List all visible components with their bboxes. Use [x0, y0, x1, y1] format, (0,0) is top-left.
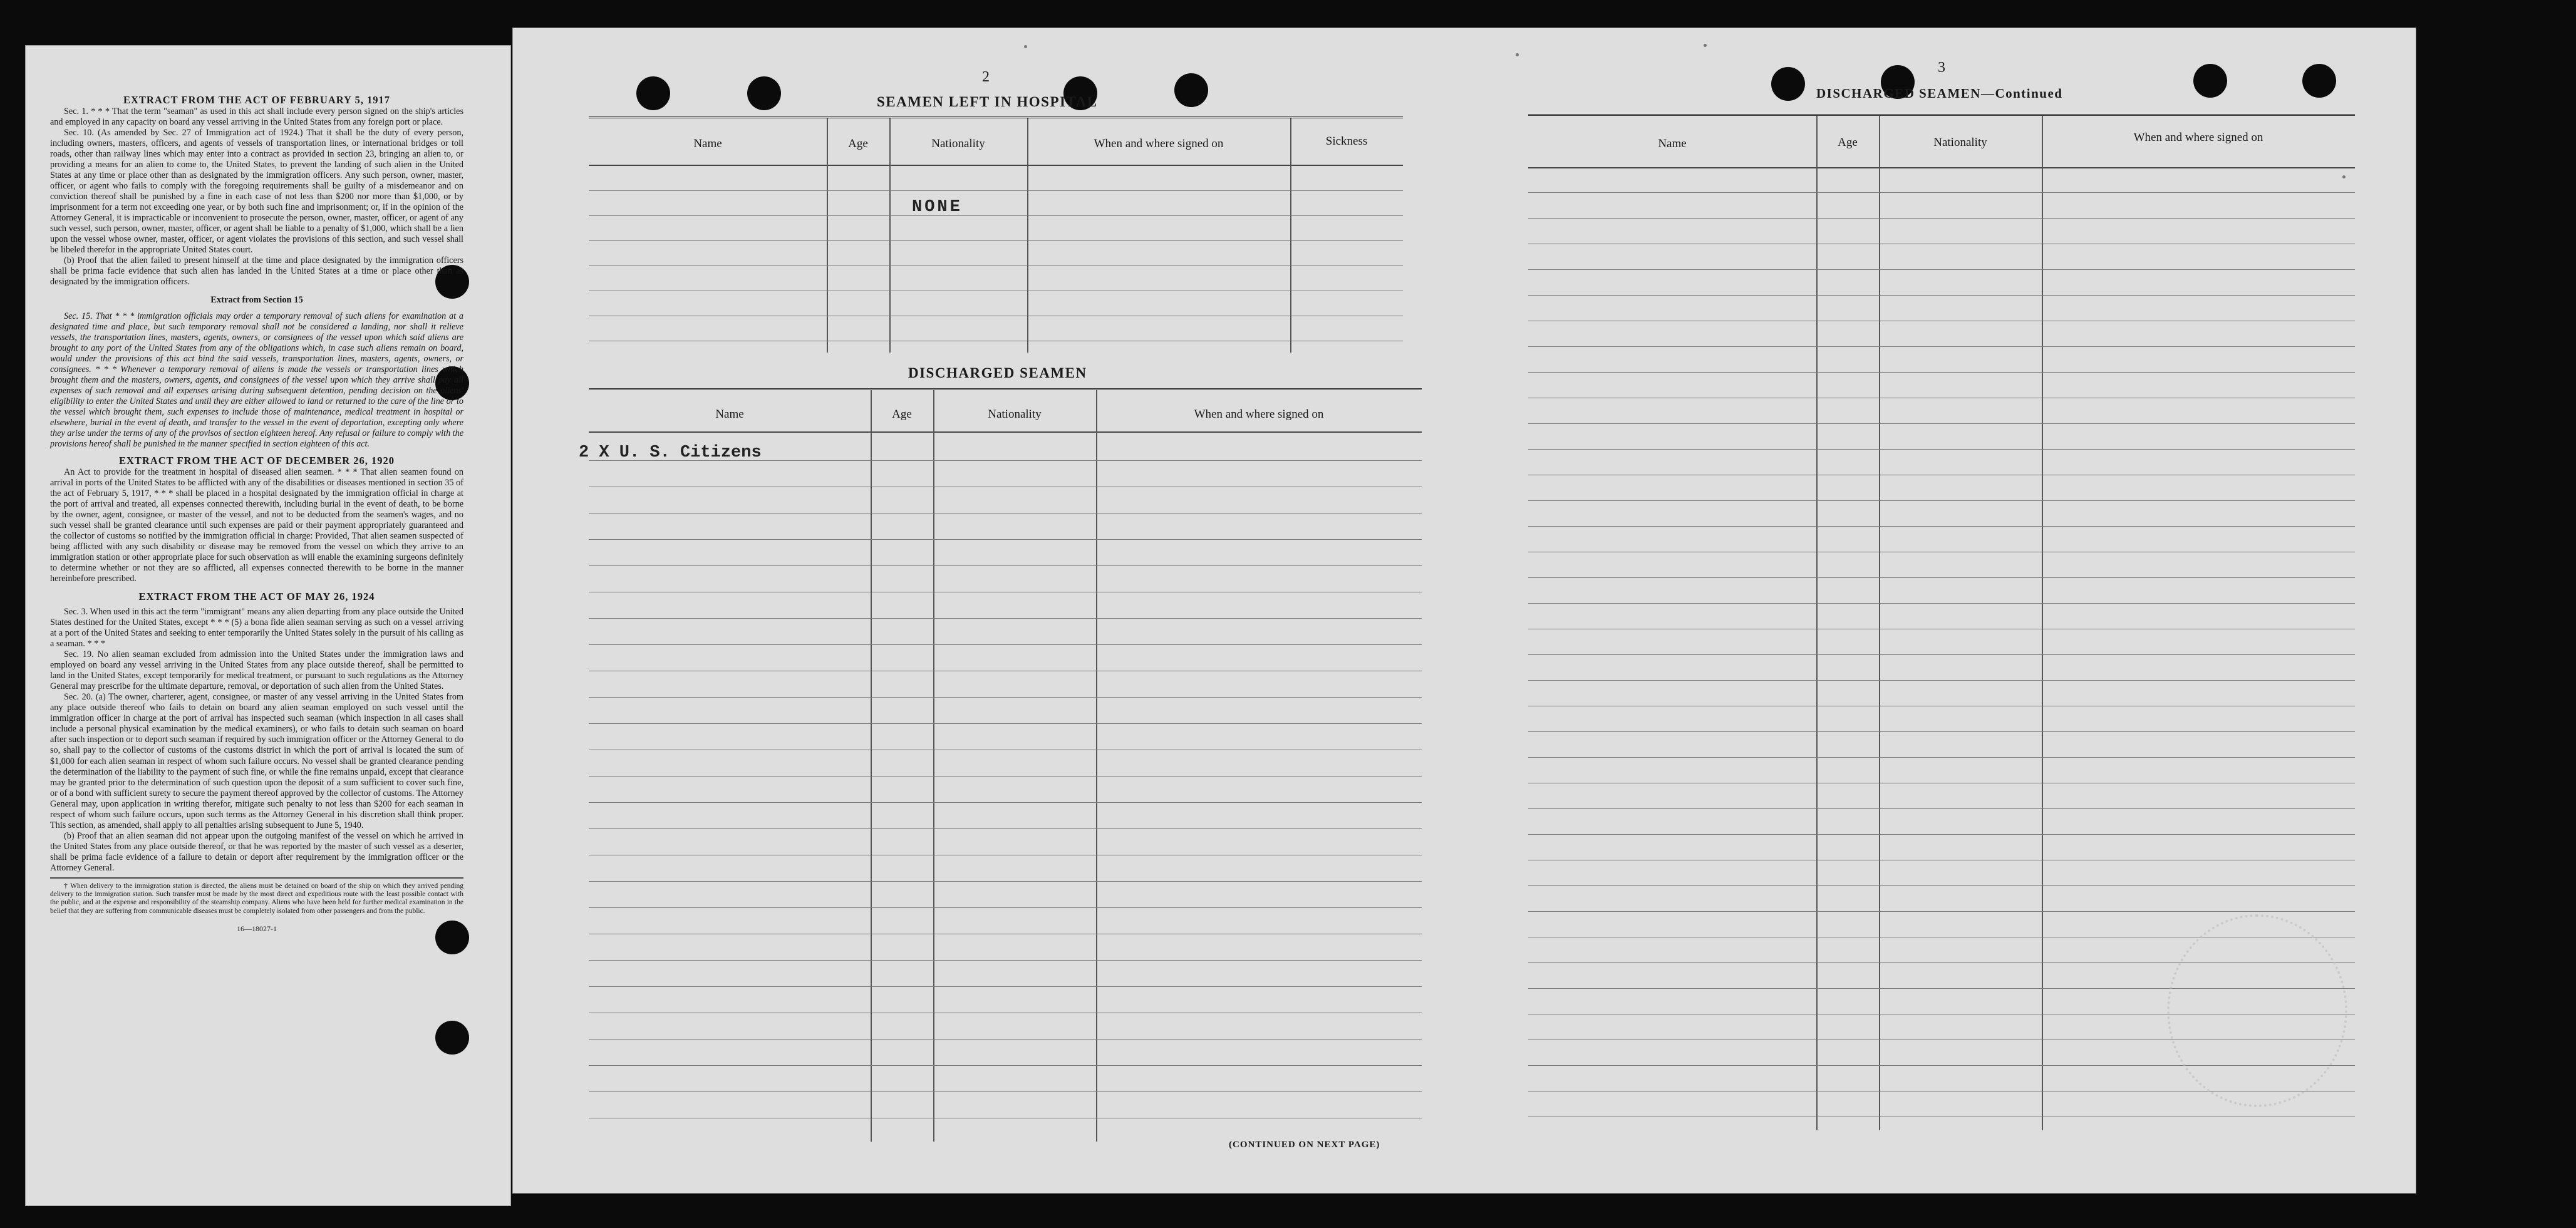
header-sickness: Sickness: [1325, 135, 1368, 148]
ruled-line: [1528, 603, 2355, 604]
ruled-line: [589, 697, 1422, 698]
ruled-line: [1528, 449, 2355, 450]
heading-act-1920: EXTRACT FROM THE ACT OF DECEMBER 26, 1920: [118, 455, 395, 467]
ruled-line: [1528, 423, 2355, 424]
discharged-table: [589, 388, 1422, 1142]
page-number-3: 3: [1938, 59, 1945, 76]
official-stamp: [2167, 914, 2347, 1107]
ruled-line: [589, 960, 1422, 961]
ruled-line: [589, 881, 1422, 882]
header-signed-on: When and where signed on: [2133, 131, 2263, 144]
heading-section-15: Extract from Section 15: [210, 295, 303, 306]
ruled-line: [589, 776, 1422, 777]
legal-extract-text: [50, 94, 463, 933]
ruled-line: [589, 1039, 1422, 1040]
paragraph-sec15: Sec. 15. That * * * immigration officials may order a temporary removal of such aliens for examination at a designated time and place, but such temporary removal shall not be considered a landing, nor shall it relieve vessels, the transportation lines, masters, agents, owners, or consignees of the vessel upon which said aliens are brought to any port of the United States from any of the obligations which, in case such aliens remain on board, would under the provisions of this act bind the said vessels, transportation lines, masters, agents, owners, or consignees. * * * Whenever a temporary removal of aliens is made the vessels or transportation lines which brought them and the masters, owners, agents, and consignees of the vessel upon which they arrive shall pay all expenses of such removal and all expenses arising during subsequent detention, pending decision on the aliens' eligibility to enter the United States and until they are either allowed to land or returned to the care of the line or to the vessel which brought them, such expenses to include those of maintenance, medical treatment in hospital or elsewhere, burial in the event of death, and transfer to the vessel in the event of deportation, excepting only where they arise under the terms of any of the provisos of section eighteen hereof. Any refusal or failure to comply with the provisions hereof shall be punished in the manner specified in section eighteen of this act.: [50, 311, 463, 450]
ruled-line: [589, 986, 1422, 987]
ruled-line: [1528, 372, 2355, 373]
ruled-line: [1528, 731, 2355, 732]
discharged-section-title: DISCHARGED SEAMEN: [908, 365, 1087, 381]
discharged-entry: 2 X U. S. Citizens: [579, 443, 762, 462]
divider: [50, 877, 463, 879]
ink-speck: [1024, 45, 1027, 48]
ruled-line: [589, 565, 1422, 566]
ruled-line: [589, 539, 1422, 540]
punch-hole: [747, 76, 781, 110]
continued-footer: (CONTINUED ON NEXT PAGE): [1229, 1140, 1380, 1150]
paragraph-sec3: Sec. 3. When used in this act the term "immigrant" means any alien departing from any place outside the United States destined for the United States, except * * * (5) a bona fide alien seaman serving as such on a vessel arriving at a port of the United States and seeking to enter temporarily the United States solely in the pursuit of his calling as a seaman. * * *: [50, 607, 463, 649]
ruled-line: [589, 802, 1422, 803]
paragraph-sec10: Sec. 10. (As amended by Sec. 27 of Immigration act of 1924.) That it shall be the duty of every person, including owners, masters, officers, and agents of vessels of transportation lines, or international bridges or toll roads, other than railway lines which may enter into a contract as provided in section 23, bringing an alien to, or providing a means for an alien to come to, the United States, to prevent the landing of such alien in the United States at any time or place other than as designated by the immigration officers. Any such person, owner, master, officer, or agent who fails to comply with the foregoing requirements shall be guilty of a misdemeanor and on conviction thereof shall be punished by a fine in each case of not less than $200 nor more than $1,000, or by imprisonment for a term not exceeding one year, or by both such fine and imprisonment; or, if in the opinion of the Attorney General, it is impracticable or inconvenient to prosecute the person, owner, master, officer, or agent of any such vessel, such person, owner, master, officer, or agent shall be liable to a penalty of $1,000, which shall be a lien upon the vessel whose owner, master, officer, or agent violates the provisions of this section, and such vessel shall be libeled therefor in the appropriate United States court.: [50, 127, 463, 255]
punch-hole: [1771, 67, 1805, 101]
hospital-table: [589, 116, 1403, 353]
header-name: Name: [1658, 137, 1687, 150]
ruled-line: [1528, 269, 2355, 270]
punch-hole: [1174, 73, 1208, 107]
ink-speck: [1704, 44, 1707, 47]
ink-speck: [1516, 53, 1519, 56]
ruled-line: [1528, 192, 2355, 193]
ruled-line: [1528, 577, 2355, 578]
ruled-line: [1528, 911, 2355, 912]
ruled-line: [589, 618, 1422, 619]
ruled-line: [1528, 680, 2355, 681]
ruled-line: [1528, 500, 2355, 501]
header-age: Age: [848, 137, 868, 150]
ruled-line: [1528, 654, 2355, 655]
ruled-line: [1528, 885, 2355, 886]
ink-speck: [2342, 175, 2346, 178]
header-signed-on: When and where signed on: [1094, 137, 1224, 150]
punch-hole: [636, 76, 670, 110]
punch-hole: [435, 1021, 469, 1055]
ruled-line: [1528, 526, 2355, 527]
page3-title: DISCHARGED SEAMEN—Continued: [1816, 86, 2063, 101]
hospital-entry: NONE: [912, 198, 963, 217]
punch-hole: [2302, 64, 2336, 98]
ruled-line: [1528, 295, 2355, 296]
header-name: Name: [693, 137, 722, 150]
paragraph-sec10-b: (b) Proof that the alien failed to present himself at the time and place designated by the immigration officers shall be prima facie evidence that such alien has landed in the United States at a time or place other than as designated by the immigration officers.: [50, 255, 463, 287]
footnote: † When delivery to the immigration station is directed, the aliens must be detained on board of the ship on which they arrived pending delivery to the immigration station. Such transfer must be made by the most direct and expeditious route with the least possible contact with the public, and at the expense and responsibility of the steamship company. Aliens who have been held for further medical examination in the belief that they are suffering from communicable diseases must be completely isolated from other passengers and from the public.: [50, 882, 463, 915]
header-nationality: Nationality: [1933, 136, 1987, 149]
ruled-line: [589, 1091, 1422, 1092]
ruled-line: [1528, 834, 2355, 835]
page-number-2: 2: [982, 69, 990, 85]
form-code: 16—18027-1: [237, 924, 277, 933]
paragraph-sec1: Sec. 1. * * * That the term "seaman" as used in this act shall include every person signed on the ship's articles and employed in any capacity on board any vessel arriving in the United States from any foreign port or place.: [50, 106, 463, 127]
ruled-line: [589, 1065, 1422, 1066]
ruled-line: [589, 723, 1422, 724]
header-signed-on: When and where signed on: [1194, 408, 1324, 421]
heading-act-1924: EXTRACT FROM THE ACT OF MAY 26, 1924: [138, 591, 375, 603]
punch-hole: [2193, 64, 2227, 98]
ruled-line: [1528, 218, 2355, 219]
heading-act-1917: EXTRACT FROM THE ACT OF FEBRUARY 5, 1917: [123, 94, 390, 106]
paragraph-sec20: Sec. 20. (a) The owner, charterer, agent, consignee, or master of any vessel arriving in the United States from any place outside thereof who fails to detain on board any alien seaman employed on such vessel until the immigration officer in charge at the port of arrival has inspected such seaman (which inspection in all cases shall include a personal physical examination by the medical examiners), or who fails to detain such seaman on board after such inspection or to deport such seaman if required by such immigration officer or the Attorney General to do so, shall pay to the collector of customs of the customs district in which the port of arrival is located the sum of $1,000 for each alien seaman in respect of whom such failure occurs. No vessel shall be granted clearance pending the determination of the liability to the payment of such fine, or while the fine remains unpaid, except that clearance may be granted prior to the determination of such question upon the deposit of a sum sufficient to cover such fine, or of a bond with sufficient surety to secure the payment thereof approved by the collector of customs. The Attorney General may, upon application in writing therefor, mitigate such penalty to not less than $200 for each seaman in respect of whom such failure occurs, upon such terms as the Attorney General in his discretion shall think proper. This section, as amended, shall apply to all penalties arising subsequent to June 5, 1940.: [50, 692, 463, 830]
ruled-line: [589, 907, 1422, 908]
paragraph-act-1920: An Act to provide for the treatment in hospital of diseased alien seamen. * * * That alien seamen found on arrival in ports of the United States to be afflicted with any of the disabilities or diseases mentioned in section 35 of the act of February 5, 1917, * * * shall be placed in a hospital designated by the immigration official in charge at the port of arrival and treated, all expenses connected therewith, including burial in the event of death, to be borne by the owner, agent, consignee, or master of the vessel, and not to be deducted from the seamen's wages, and no such vessel shall be granted clearance until such expenses are paid or their payment appropriately guaranteed and the collector of customs so notified by the immigration official in charge: Provided, That alien seamen suspected of being afflicted with any such disability or disease may be removed from the vessel on which they arrive to an immigration station or other appropriate place for such observation as will enable the examining surgeons definitely to determine whether or not they are so afflicted, all expenses connected therewith to be borne in the manner hereinbefore prescribed.: [50, 467, 463, 584]
header-nationality: Nationality: [988, 408, 1042, 421]
ruled-line: [1528, 757, 2355, 758]
paragraph-sec20-b: (b) Proof that an alien seaman did not appear upon the outgoing manifest of the vessel on which he arrived in the United States from any place outside thereof, or that he was reported by the master of such vessel as a deserter, shall be prima facie evidence of a failure to detain or deport after requirement by the immigration officer or the Attorney General.: [50, 830, 463, 873]
header-age: Age: [1838, 136, 1858, 149]
ruled-line: [589, 828, 1422, 829]
header-name: Name: [715, 408, 744, 421]
paragraph-sec19: Sec. 19. No alien seaman excluded from admission into the United States under the immigration laws and employed on board any vessel arriving in the United States from any place outside thereof, shall be permitted to land in the United States, except temporarily for medical treatment, or pursuant to such regulations as the Attorney General may prescribe for the ultimate departure, removal, or deportation of such alien from the United States.: [50, 649, 463, 692]
ruled-line: [589, 644, 1422, 645]
ruled-line: [1528, 808, 2355, 809]
header-age: Age: [892, 408, 912, 421]
header-nationality: Nationality: [931, 137, 985, 150]
ruled-line: [1528, 346, 2355, 347]
hospital-section-title: SEAMEN LEFT IN HOSPITAL: [877, 94, 1098, 110]
